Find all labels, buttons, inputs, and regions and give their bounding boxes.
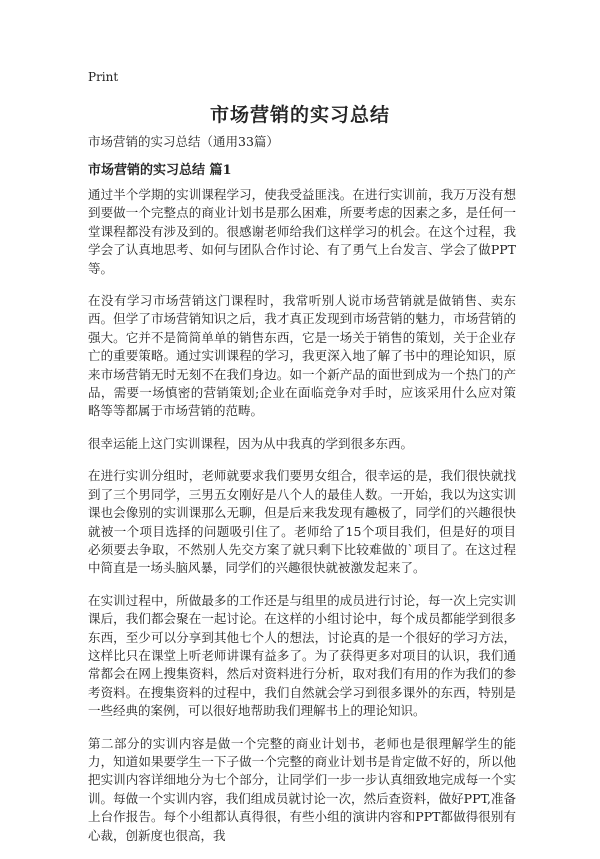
paragraph-5: 在实训过程中，所做最多的工作还是与组里的成员进行讨论，每一次上完实训课后，我们都会聚在一起讨论。在这样的小组讨论中，每个成员都能学到很多东西，至少可以分享到其他七个人的想法，讨论真的是一个很好的学习方法，这样比只在课堂上听老师讲课有益多了。为了获得更多对项目的认识，我们通常都会在网上搜集资料，然后对资料进行分析，取对我们有用的作为我们的参考资料。在搜集资料的过程中，我们自然就会学习到很多课外的东西，特别是一些经典的案例，可以很好地帮助我们理解书上的理论知识。 xyxy=(88,592,516,719)
document-subtitle: 市场营销的实习总结（通用33篇） xyxy=(88,134,279,149)
paragraph-6: 第二部分的实训内容是做一个完整的商业计划书，老师也是很理解学生的能力，知道如果要学生一下子做一个完整的商业计划书是肯定做不好的，所以他把实训内容详细地分为七个部分，让同学们一步一步认真细致地完成每一个实训。每做一个实训内容，我们组成员就讨论一次，然后查资料，做好PPT,准备上台作报告。每个小组都认真得很，有些小组的演讲内容和PPT都做得很别有心裁，创新度也很高，我 xyxy=(88,735,516,843)
paragraph-4: 在进行实训分组时，老师就要求我们要男女组合，很幸运的是，我们很快就找到了三个男同学，三男五女刚好是八个人的最佳人数。一开始，我以为这实训课也会像别的实训课那么无聊，但是后来我发现有趣极了，同学们的兴趣很快就被一个项目选择的问题吸引住了。老师给了15个项目我们，但是好的项目必须要去争取，不然别人先交方案了就只剩下比较难做的`项目了。在这过程中简直是一场头脑风暴，同学们的兴趣很快就被激发起来了。 xyxy=(88,468,516,576)
paragraph-2: 在没有学习市场营销这门课程时，我常听别人说市场营销就是做销售、卖东西。但学了市场营销知识之后，我才真正发现到市场营销的魅力，市场营销的强大。它并不是简简单单的销售东西，它是一场关于销售的策划，关于企业存亡的重要策略。通过实训课程的学习，我更深入地了解了书中的理论知识，原来市场营销无时无刻不在我们身边。如一个新产品的面世到成为一个热门的产品，需要一场慎密的营销策划;企业在面临竞争对手时，应该采用什么应对策略等等都属于市场营销的范畴。 xyxy=(88,293,516,419)
document-body xyxy=(88,186,516,859)
print-link[interactable]: Print xyxy=(88,70,119,84)
paragraph-3: 很幸运能上这门实训课程，因为从中我真的学到很多东西。 xyxy=(88,435,414,451)
document-title: 市场营销的实习总结 xyxy=(209,104,390,126)
paragraph-1: 通过半个学期的实训课程学习，使我受益匪浅。在进行实训前，我万万没有想到要做一个完整点的商业计划书是那么困难，所要考虑的因素之多，是任何一堂课程都没有涉及到的。很感谢老师给我们这样学习的机会。在这个过程，我学会了认真地思考、如何与团队合作讨论、有了勇气上台发言、学会了做PPT等。 xyxy=(88,187,516,276)
section-heading: 市场营销的实习总结 篇1 xyxy=(88,163,232,178)
